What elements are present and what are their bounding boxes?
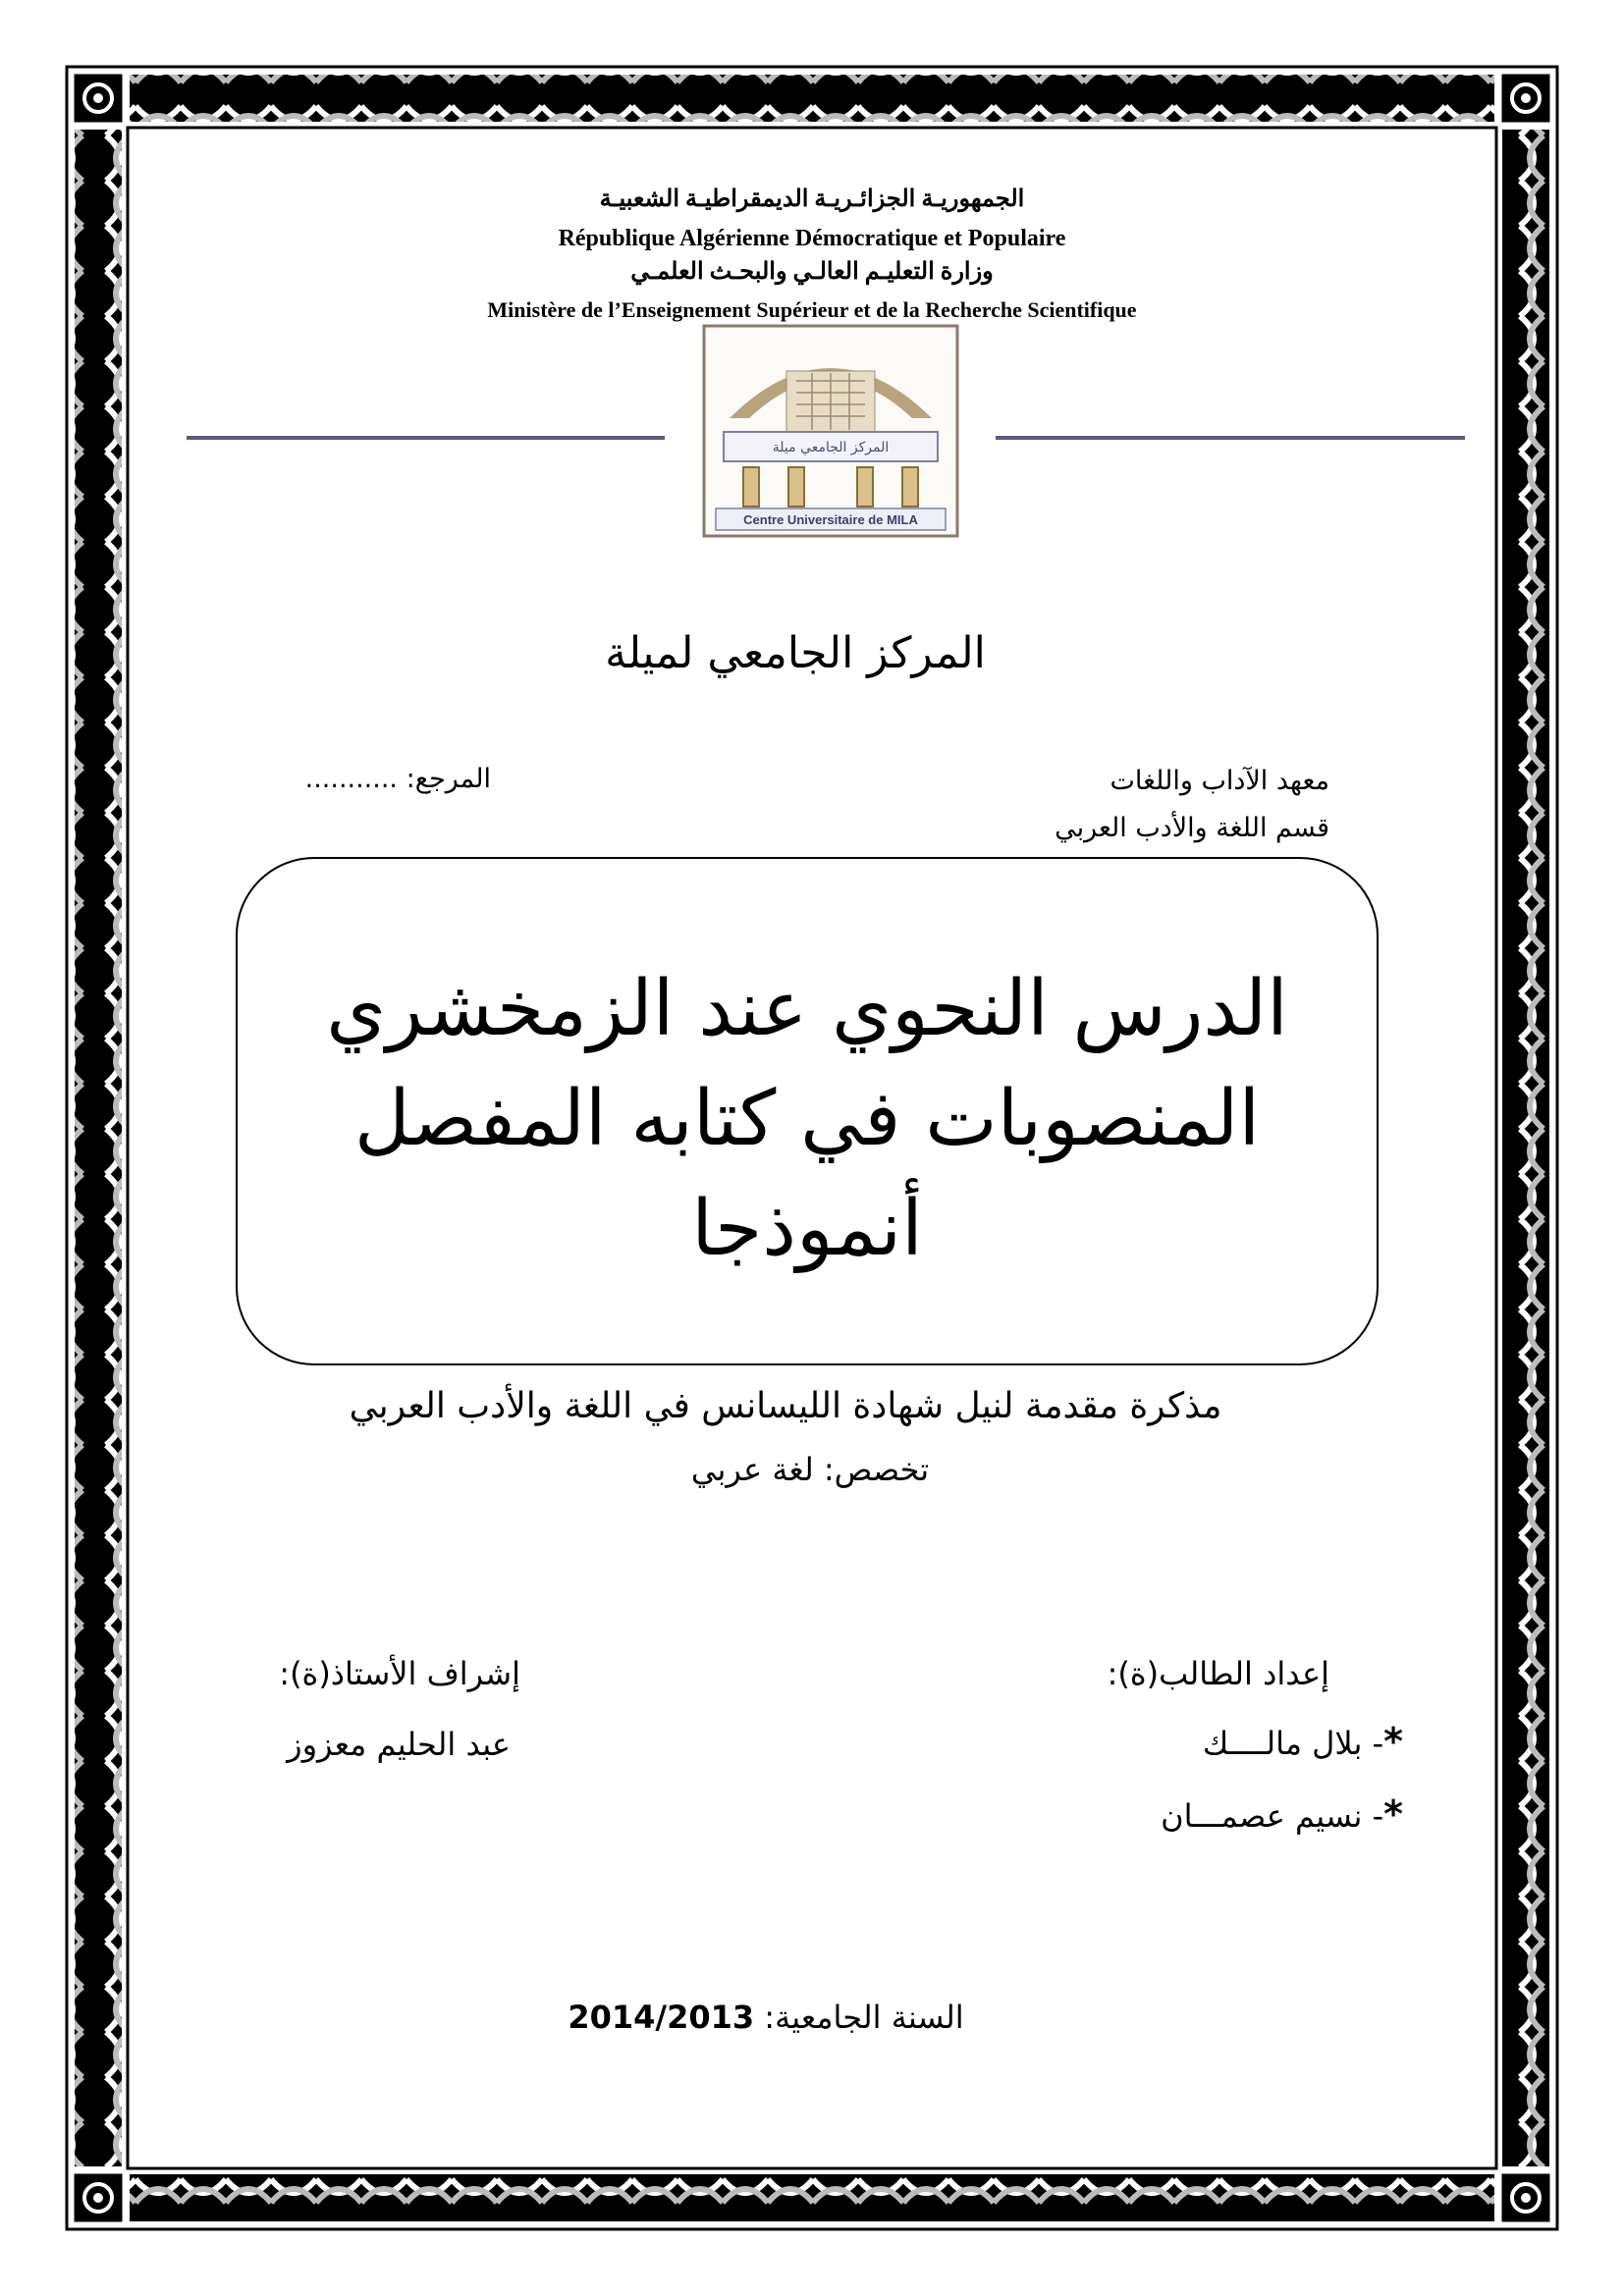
thesis-title-line-2: المنصوبات في كتابه المفصل: [353, 1075, 1261, 1163]
ministry-name-french: Ministère de l’Enseignement Supérieur et de la Recherche Scientifique: [487, 297, 1137, 322]
thesis-title-line-1: الدرس النحوي عند الزمخشري: [326, 965, 1288, 1053]
thesis-title-box: [236, 857, 1379, 1365]
academic-year-value: 2014/2013: [568, 1999, 755, 2036]
supervisor-name: عبد الحليم معزوز: [287, 1726, 511, 1763]
republic-name-french: République Algérienne Démocratique et Populaire: [558, 226, 1066, 251]
institute-name: معهد الآداب واللغات: [1110, 766, 1329, 796]
university-building-icon: [702, 324, 959, 538]
ministry-name-arabic: وزارة التعليـم العالـي والبحـث العلمـي: [630, 259, 994, 285]
right-rule: [996, 436, 1465, 440]
supervisor-label: إشراف الأستاذ(ة):: [279, 1655, 520, 1692]
left-rule: [187, 436, 665, 440]
svg-text:Centre Universitaire de MILA: Centre Universitaire de MILA: [743, 512, 918, 527]
department-name: قسم اللغة والأدب العربي: [1055, 813, 1329, 843]
students-label: إعداد الطالب(ة):: [1107, 1655, 1329, 1692]
reference-field: المرجع: ...........: [304, 764, 491, 794]
svg-text:المركز الجامعي ميلة: المركز الجامعي ميلة: [772, 440, 890, 455]
academic-year-label: السنة الجامعية:: [764, 1999, 964, 2036]
bullet-star-icon: *: [1383, 1792, 1403, 1836]
student-name-2: *- نسيم عصمـــان: [1161, 1792, 1403, 1836]
republic-name-arabic: الجمهوريـة الجزائـريـة الديمقراطيـة الشعبيـة: [599, 187, 1025, 212]
academic-year: [530, 1999, 1001, 2036]
specialty: تخصص: لغة عربي: [690, 1451, 930, 1488]
institution-name: المركز الجامعي لميلة: [605, 628, 986, 678]
thesis-title-line-3: أنموذجا: [691, 1185, 923, 1273]
university-logo: [702, 324, 959, 538]
degree-statement: مذكرة مقدمة لنيل شهادة الليسانس في اللغة والأدب العربي: [349, 1386, 1222, 1426]
student-name-1: *- بلال مالــــك: [1202, 1720, 1403, 1763]
bullet-star-icon: *: [1383, 1720, 1403, 1763]
